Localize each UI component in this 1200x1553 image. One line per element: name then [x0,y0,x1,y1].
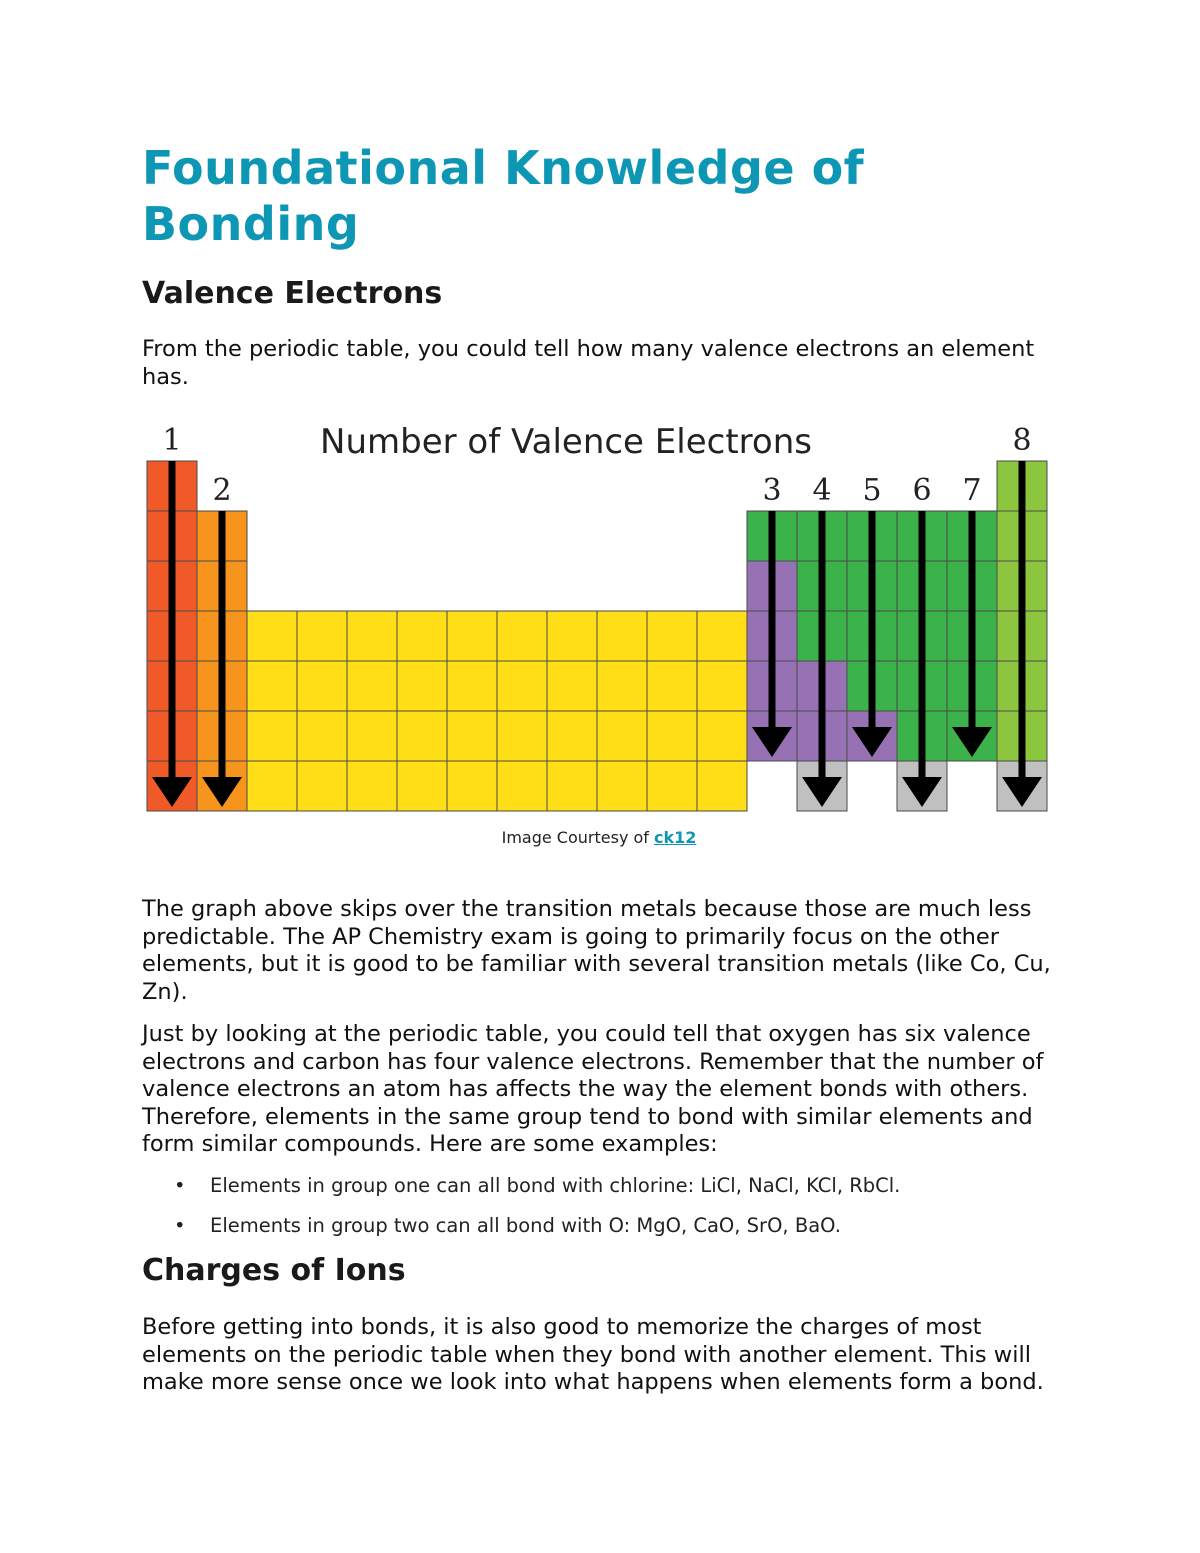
table-cell [447,761,497,811]
table-cell [247,661,297,711]
table-cell [697,661,747,711]
figure-title: Number of Valence Electrons [320,422,812,462]
paragraph-valence-bonding: Just by looking at the periodic table, you could tell that oxygen has six valence electrons and carbon has four valence electrons. Remember that the number of valence electrons an atom has affects the way the element bonds with others. Therefore, elements in the same group tend to bond with similar elements and form similar compounds. Here are some examples: [142,1021,1044,1157]
table-cell [547,661,597,711]
table-cell [547,761,597,811]
table-cell [447,611,497,661]
group-label: 2 [212,473,232,508]
table-cell [397,711,447,761]
group-label: 8 [1012,423,1032,458]
table-cell [347,711,397,761]
list-item: • Elements in group one can all bond with chlorine: LiCl, NaCl, KCl, RbCl. [174,1174,901,1197]
group-label: 4 [812,473,832,508]
bullet-icon: • [174,1174,186,1197]
table-cell [347,661,397,711]
table-cell [547,611,597,661]
list-item: • Elements in group two can all bond with O: MgO, CaO, SrO, BaO. [174,1213,841,1237]
table-cell [647,661,697,711]
section-heading-valence: Valence Electrons [142,276,443,311]
table-cell [297,711,347,761]
table-cell [297,611,347,661]
table-cell [447,711,497,761]
table-cell [697,711,747,761]
table-cell [247,611,297,661]
table-cell [397,661,447,711]
table-cell [697,611,747,661]
group-label: 6 [912,473,932,508]
figure-caption [142,828,1056,847]
table-cell [597,711,647,761]
paragraph-ion-charges: Before getting into bonds, it is also good to memorize the charges of most elements on the periodic table when they bond with another element. This will make more sense once we look into what happens when elements form a bond. [142,1314,1044,1395]
table-cell [597,611,647,661]
bullet-icon: • [174,1213,186,1237]
page-title: Foundational Knowledge of Bonding [142,141,865,251]
table-cell [397,611,447,661]
table-cell [547,711,597,761]
intro-paragraph: From the periodic table, you could tell how many valence electrons an element has. [142,336,1035,390]
table-cell [247,711,297,761]
table-cell [347,611,397,661]
table-cell [597,661,647,711]
group-label: 1 [162,423,182,458]
ck12-link[interactable]: ck12 [654,828,697,847]
table-cell [497,661,547,711]
table-cell [497,711,547,761]
table-cell [697,761,747,811]
table-cell [647,761,697,811]
table-cell [347,761,397,811]
table-cell [297,661,347,711]
valence-electrons-figure [146,418,1052,813]
caption-text: Image Courtesy of [501,828,654,847]
table-cell [647,711,697,761]
paragraph-transition-metals: The graph above skips over the transition metals because those are much less predictable. The AP Chemistry exam is going to primarily focus on the other elements, but it is good to be familiar with several transition metals (like Co, Cu, Zn). [142,896,1051,1005]
examples-list [142,1174,1042,1253]
periodic-table-diagram [146,418,1052,813]
table-cell [497,761,547,811]
group-label: 5 [862,473,882,508]
table-cell [497,611,547,661]
table-cell [597,761,647,811]
table-cell [447,661,497,711]
group-label: 7 [962,473,982,508]
table-cell [297,761,347,811]
table-cell [247,761,297,811]
table-cell [647,611,697,661]
group-label: 3 [762,473,782,508]
table-cell [397,761,447,811]
section-heading-charges: Charges of Ions [142,1253,406,1288]
